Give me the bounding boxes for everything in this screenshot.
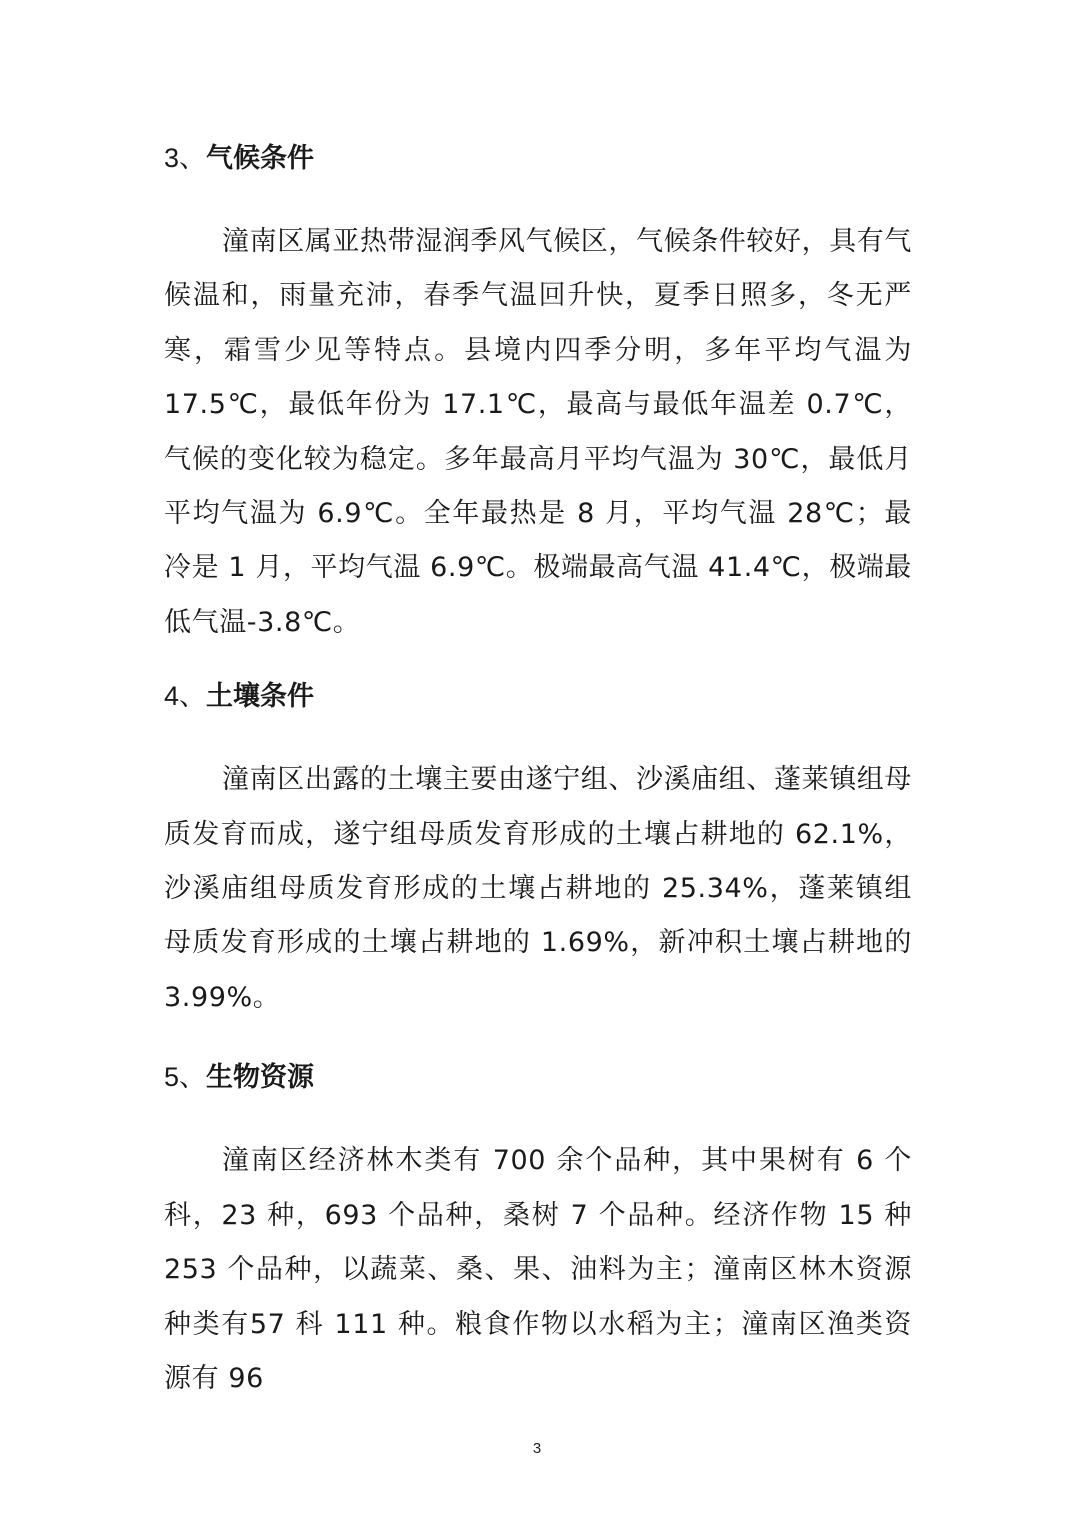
section-paragraph-soil: 潼南区出露的土壤主要由遂宁组、沙溪庙组、蓬莱镇组母质发育而成，遂宁组母质发育形成的土壤占耕地的 62.1%，沙溪庙组母质发育形成的土壤占耕地的 25.34%，蓬莱镇组母质发育形成的土壤占耕地的 1.69%，新冲积土壤占耕地的3.99%。 (164, 764, 912, 1013)
section-number: 5、 (164, 1062, 207, 1093)
page-content (164, 136, 912, 1406)
page-number: 3 (532, 1440, 542, 1457)
section-heading-climate (164, 136, 912, 180)
section-title: 气候条件 (206, 143, 315, 174)
section-number: 3、 (164, 143, 207, 173)
section-paragraph-climate: 潼南区属亚热带湿润季风气候区，气候条件较好，具有气候温和，雨量充沛，春季气温回升快，夏季日照多，冬无严寒，霜雪少见等特点。县境内四季分明，多年平均气温为17.5℃，最低年份为 17.1℃，最高与最低年温差 0.7℃，气候的变化较为稳定。多年最高月平均气温为 30℃，最低月平均气温为 6.9℃。全年最热是 8 月，平均气温 28℃；最冷是 1 月，平均气温 6.9℃。极端最高气温 41.4℃，极端最低气温-3.8℃。 (164, 226, 913, 638)
section-heading-biology (164, 1055, 912, 1099)
section-number: 4、 (164, 681, 207, 712)
section-heading-soil (164, 674, 912, 718)
section-title: 土壤条件 (206, 681, 315, 713)
section-paragraph-biology: 潼南区经济林木类有 700 余个品种，其中果树有 6 个科，23 种，693 个品种，桑树 7 个品种。经济作物 15 种 253 个品种，以蔬菜、桑、果、油料为主；潼南区林木资源种类有57 科 111 种。粮食作物以水稻为主；潼南区渔类资源有 96 (164, 1145, 912, 1394)
section-title: 生物资源 (206, 1062, 315, 1094)
